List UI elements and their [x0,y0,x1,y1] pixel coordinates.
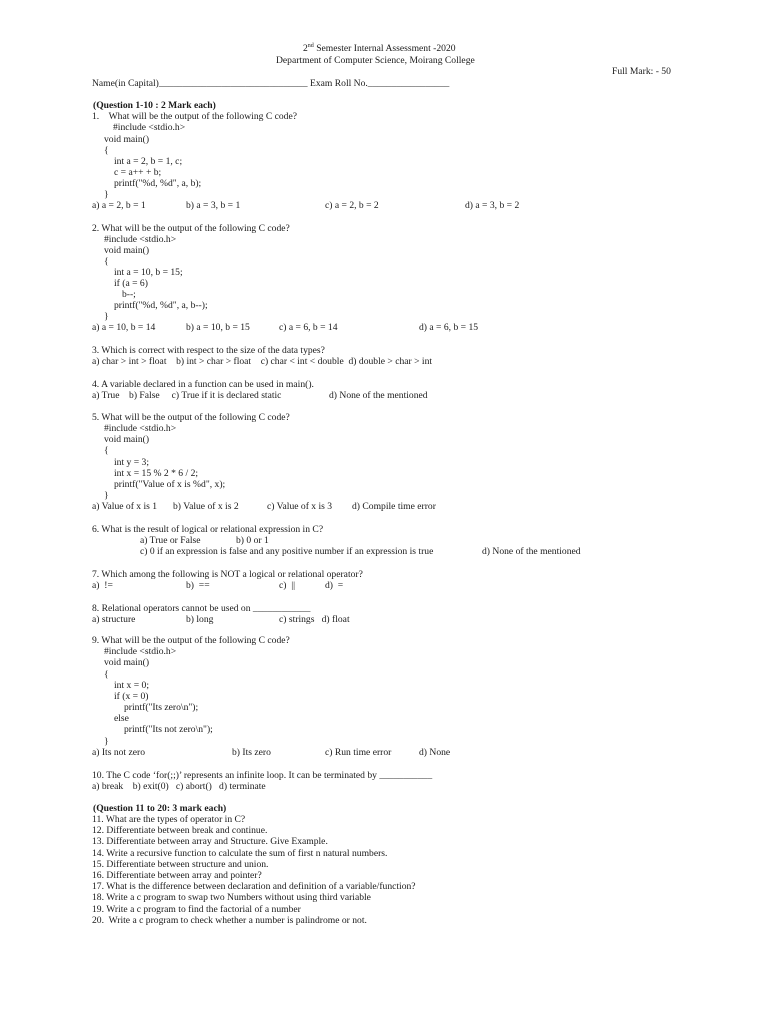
code-line: int x = 15 % 2 * 6 / 2; [114,468,199,479]
code-line: else [114,713,129,724]
code-line: #include <stdio.h> [104,423,177,434]
option: d) None of the mentioned [482,546,581,557]
question-9: 9. What will be the output of the following C code? [92,635,290,646]
code-line: printf("Its not zero\n"); [124,724,213,735]
code-line: int a = 2, b = 1, c; [114,156,183,167]
question-10: 10. The C code ‘for(;;)’ represents an infinite loop. It can be terminated by ___________ [92,770,433,781]
semester-suffix: nd [307,42,314,49]
department-name: Department of Computer Science, Moirang College [276,55,475,66]
short-question: 13. Differentiate between array and Structure. Give Example. [92,836,328,847]
exam-title [303,43,456,54]
short-question: 20. Write a c program to check whether a number is palindrome or not. [92,915,367,926]
option: c) 0 if an expression is false and any positive number if an expression is true [140,546,434,557]
option-row: a) char > int > float b) int > char > float c) char < int < double d) double > char > int [92,356,433,367]
code-line: printf("%d, %d", a, b--); [114,300,208,311]
section-2-heading: (Question 11 to 20: 3 mark each) [93,803,227,814]
short-question: 11. What are the types of operator in C? [92,814,246,825]
option: a) True or False [140,535,201,546]
question-1: 1. What will be the output of the following C code? [92,111,297,122]
section-1-heading: (Question 1-10 : 2 Mark each) [93,100,216,111]
full-mark: Full Mark: - 50 [612,66,671,77]
option: d) a = 6, b = 15 [419,322,479,333]
code-line: int a = 10, b = 15; [114,267,183,278]
code-line: printf("%d, %d", a, b); [114,178,202,189]
option: d) a = 3, b = 2 [465,200,520,211]
question-3: 3. Which is correct with respect to the size of the data types? [92,345,325,356]
option: b) == [186,580,210,591]
short-question: 15. Differentiate between structure and union. [92,859,269,870]
option: d) = [325,580,344,591]
code-line: int y = 3; [114,457,149,468]
code-line: { [104,669,109,680]
option: c) || [279,580,296,591]
question-7: 7. Which among the following is NOT a logical or relational operator? [92,569,363,580]
option: d) None [419,747,451,758]
option: a) Value of x is 1 [92,501,158,512]
short-question: 18. Write a c program to swap two Numbers without using third variable [92,892,371,903]
option: c) strings d) float [279,614,350,625]
code-line: } [104,736,109,747]
code-line: void main() [104,657,150,668]
option: d) Compile time error [352,501,436,512]
short-question: 16. Differentiate between array and pointer? [92,870,262,881]
option: a) Its not zero [92,747,146,758]
exam-title-text: Semester Internal Assessment -2020 [313,43,456,54]
option: d) None of the mentioned [329,390,428,401]
option: c) Value of x is 3 [267,501,333,512]
option: a) a = 2, b = 1 [92,200,146,211]
option: a) a = 10, b = 14 [92,322,156,333]
code-line: } [104,189,109,200]
code-line: printf("Value of x is %d", x); [114,479,226,490]
question-2: 2. What will be the output of the following C code? [92,223,290,234]
code-line: c = a++ + b; [114,167,162,178]
option: b) a = 10, b = 15 [186,322,250,333]
question-5: 5. What will be the output of the following C code? [92,412,290,423]
option: b) Its zero [232,747,271,758]
code-line: } [104,311,109,322]
option: b) 0 or 1 [236,535,269,546]
code-line: #include <stdio.h> [104,646,177,657]
short-question: 12. Differentiate between break and continue. [92,825,268,836]
option: a) structure [92,614,136,625]
code-line: #include <stdio.h> [113,122,186,133]
code-line: void main() [104,245,150,256]
code-line: } [104,490,109,501]
short-question: 19. Write a c program to find the factorial of a number [92,904,301,915]
option-row: a) break b) exit(0) c) abort() d) terminate [92,781,266,792]
question-8: 8. Relational operators cannot be used on ____________ [92,603,311,614]
code-line: void main() [104,434,150,445]
question-6: 6. What is the result of logical or relational expression in C? [92,524,324,535]
name-roll-line: Name(in Capital)_______________________________ Exam Roll No._________________ [92,78,450,89]
code-line: { [104,256,109,267]
code-line: #include <stdio.h> [104,234,177,245]
option: c) Run time error [325,747,392,758]
question-4: 4. A variable declared in a function can be used in main(). [92,379,314,390]
option-row: a) True b) False c) True if it is declared static [92,390,282,401]
option: c) a = 2, b = 2 [325,200,379,211]
code-line: { [104,145,109,156]
code-line: b--; [122,289,136,300]
option: a) != [92,580,113,591]
code-line: int x = 0; [114,680,149,691]
short-question: 17. What is the difference between declaration and definition of a variable/function? [92,881,416,892]
option: b) a = 3, b = 1 [186,200,241,211]
code-line: { [104,445,109,456]
short-question: 14. Write a recursive function to calculate the sum of first n natural numbers. [92,848,388,859]
option: b) Value of x is 2 [173,501,239,512]
option: b) long [186,614,214,625]
option: c) a = 6, b = 14 [279,322,338,333]
code-line: printf("Its zero\n"); [124,702,199,713]
code-line: if (a = 6) [114,278,148,289]
code-line: if (x = 0) [114,691,149,702]
code-line: void main() [104,134,150,145]
semester-number: 2 [303,43,308,54]
